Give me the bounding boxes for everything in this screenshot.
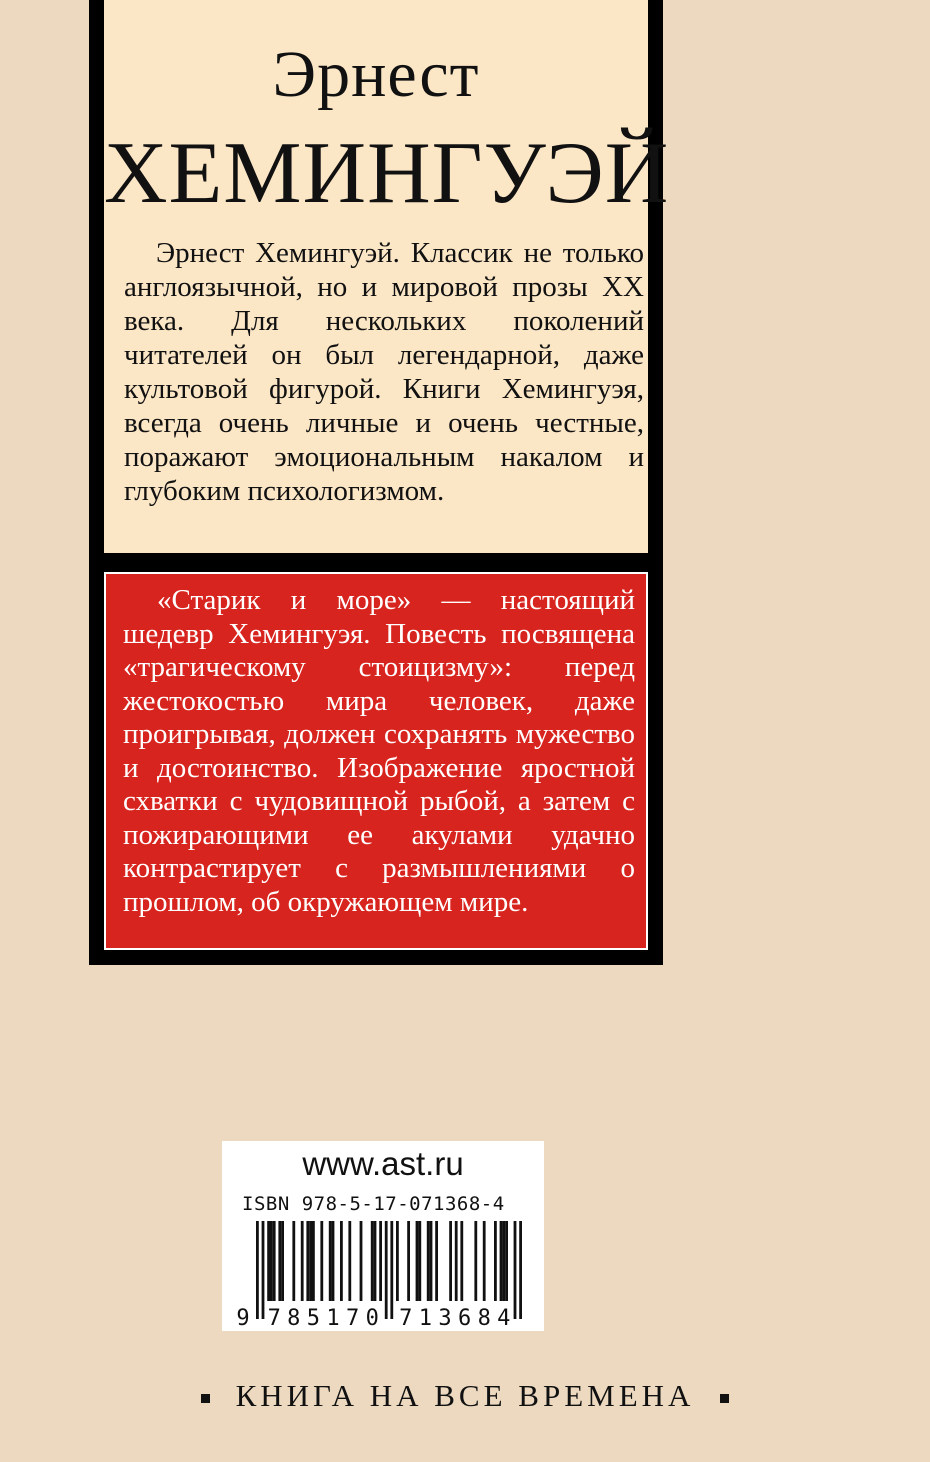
barcode-bar bbox=[329, 1221, 332, 1301]
barcode-bar bbox=[360, 1221, 363, 1301]
barcode-bar bbox=[374, 1221, 377, 1301]
barcode-bar bbox=[416, 1221, 419, 1301]
barcode-bar bbox=[455, 1221, 458, 1301]
barcode-digit: 4 bbox=[497, 1306, 511, 1329]
barcode-bar bbox=[281, 1221, 284, 1301]
barcode-bar bbox=[312, 1221, 315, 1301]
barcode-bar bbox=[292, 1221, 295, 1301]
barcode-bar bbox=[348, 1221, 351, 1301]
barcode-bar bbox=[500, 1221, 503, 1301]
barcode-bar bbox=[267, 1221, 270, 1301]
isbn-label: ISBN 978-5-17-071368-4 bbox=[242, 1193, 505, 1215]
barcode-bar bbox=[519, 1221, 522, 1319]
bullet-left bbox=[201, 1394, 210, 1403]
barcode-bar bbox=[273, 1221, 276, 1301]
barcode-digit: 1 bbox=[326, 1306, 340, 1329]
book-annotation: «Старик и море» — настоящий шедевр Хемингуэя. Повесть посвящена «трагическому стоицизму»: перед жестокостью мира человек, даже проигрывая, должен сохранять мужество и достоинство. Изображение яростной схватки с чудовищной рыбой, а затем с пожирающими ее акулами удачно контрастирует с размышлениями о прошлом, об окружающем мире. bbox=[123, 584, 635, 918]
barcode-digit: 8 bbox=[287, 1306, 301, 1329]
barcode-bar bbox=[390, 1221, 393, 1319]
barcode-bar bbox=[270, 1221, 273, 1301]
barcode-bar bbox=[320, 1221, 323, 1301]
barcode-bar bbox=[430, 1221, 433, 1301]
barcode-digit: 3 bbox=[438, 1306, 452, 1329]
barcode-bar bbox=[418, 1221, 421, 1301]
barcode-digit: 7 bbox=[267, 1306, 281, 1329]
barcode-digit: 8 bbox=[477, 1306, 491, 1329]
barcode-digit: 1 bbox=[418, 1306, 433, 1329]
barcode-digit: 7 bbox=[345, 1306, 360, 1329]
barcode-bar bbox=[379, 1221, 382, 1301]
barcode-bar bbox=[340, 1221, 343, 1301]
barcode-bar bbox=[514, 1221, 517, 1319]
series-line bbox=[0, 1378, 930, 1414]
barcode-bar bbox=[309, 1221, 312, 1301]
barcode-bar bbox=[494, 1221, 497, 1301]
barcode-bar bbox=[278, 1221, 281, 1301]
series-title: КНИГА НА ВСЕ ВРЕМЕНА bbox=[235, 1378, 695, 1413]
barcode-bar bbox=[407, 1221, 410, 1301]
barcode-bar bbox=[332, 1221, 335, 1301]
barcode-bar bbox=[474, 1221, 477, 1301]
barcode-bar bbox=[505, 1221, 508, 1301]
barcode-digit: 6 bbox=[457, 1306, 472, 1329]
annotation-panel bbox=[104, 572, 648, 950]
barcode-bar bbox=[396, 1221, 399, 1301]
barcode-bar bbox=[385, 1221, 388, 1319]
publisher-website: www.ast.ru bbox=[302, 1145, 464, 1182]
barcode-bar bbox=[306, 1221, 309, 1301]
author-description: Эрнест Хемингуэй. Классик не только англоязычной, но и мировой прозы XX века. Для нескольких поколений читателей он был легендарной, даже культовой фигурой. Книги Хемингуэя, всегда очень личные и очень честные, поражают эмоциональным накалом и глубоким психологизмом. bbox=[124, 237, 644, 507]
barcode-image bbox=[234, 1221, 532, 1329]
barcode-digit: 9 bbox=[236, 1306, 250, 1329]
barcode-block bbox=[222, 1141, 544, 1331]
barcode-bar bbox=[427, 1221, 430, 1301]
barcode-bar bbox=[502, 1221, 505, 1301]
barcode-bar bbox=[371, 1221, 374, 1301]
barcode-bar bbox=[256, 1221, 259, 1319]
bullet-right bbox=[720, 1394, 729, 1403]
barcode-bar bbox=[483, 1221, 486, 1301]
barcode-bar bbox=[301, 1221, 304, 1301]
barcode-digit: 0 bbox=[365, 1306, 379, 1329]
barcode-bar bbox=[449, 1221, 452, 1301]
author-first-name: Эрнест bbox=[272, 38, 480, 111]
author-panel bbox=[104, 0, 670, 553]
barcode-bar bbox=[460, 1221, 463, 1301]
barcode-bar bbox=[435, 1221, 438, 1301]
barcode-digit: 5 bbox=[306, 1306, 321, 1329]
author-last-name: ХЕМИНГУЭЙ bbox=[104, 125, 670, 222]
barcode-digit: 7 bbox=[399, 1306, 413, 1329]
barcode-bar bbox=[262, 1221, 265, 1319]
